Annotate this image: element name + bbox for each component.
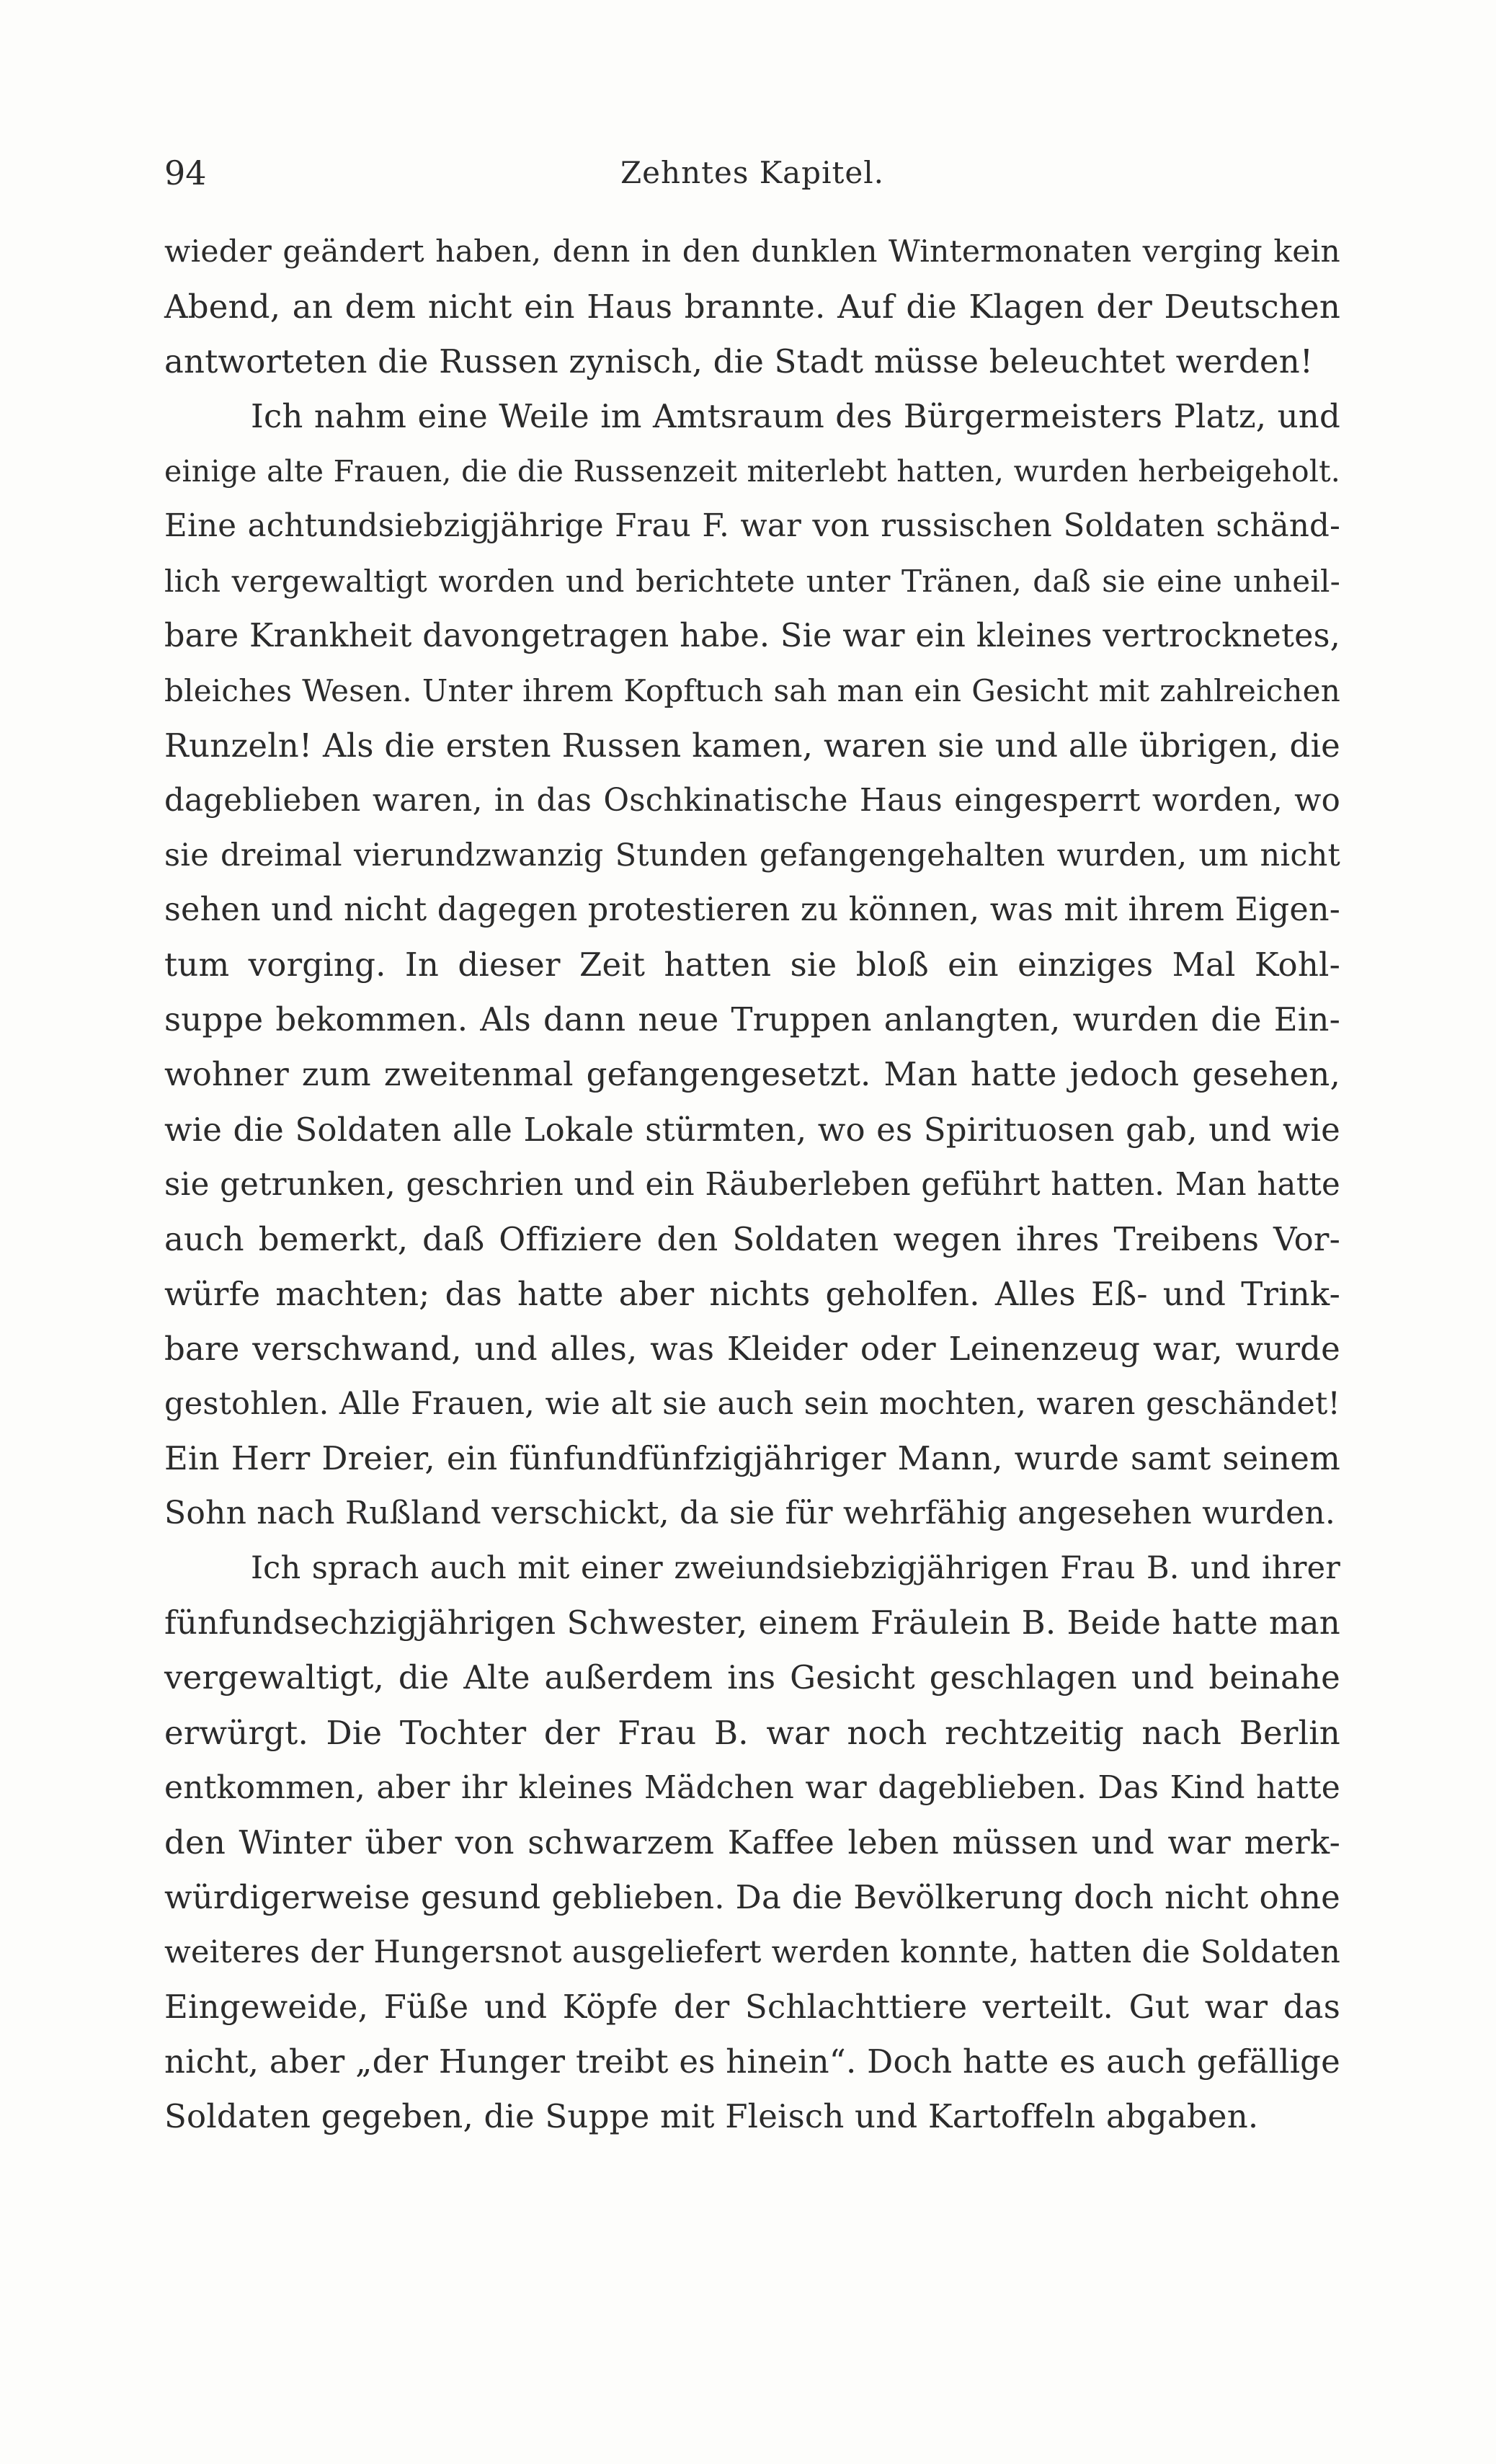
text-line: entkommen, aber ihr kleines Mädchen war dageblieben. Das Kind hatte bbox=[164, 1769, 1340, 1806]
text-line: Sohn nach Rußland verschickt, da sie für wehrfähig angesehen wurden. bbox=[164, 1495, 1336, 1532]
text-line: fünfundsechzigjährigen Schwester, einem Fräulein B. Beide hatte man bbox=[164, 1604, 1340, 1642]
text-line: vergewaltigt, die Alte außerdem ins Gesicht geschlagen und beinahe bbox=[164, 1658, 1340, 1697]
text-line: würfe machten; das hatte aber nichts geholfen. Alles Eß- und Trink- bbox=[164, 1274, 1340, 1313]
text-line: Ein Herr Dreier, ein fünfundfünfzigjähriger Mann, wurde samt seinem bbox=[164, 1439, 1340, 1478]
body-text bbox=[164, 225, 1340, 2144]
text-line: bare Krankheit davongetragen habe. Sie war ein kleines vertrocknetes, bbox=[164, 617, 1340, 654]
text-line: wieder geändert haben, denn in den dunklen Wintermonaten verging kein bbox=[164, 234, 1340, 270]
text-line: den Winter über von schwarzem Kaffee leben müssen und war merk- bbox=[164, 1823, 1340, 1862]
text-line: bleiches Wesen. Unter ihrem Kopftuch sah man ein Gesicht mit zahlreichen bbox=[164, 672, 1340, 708]
text-line: Ich sprach auch mit einer zweiundsiebzigjährigen Frau B. und ihrer bbox=[251, 1550, 1340, 1587]
text-line: gestohlen. Alle Frauen, wie alt sie auch sein mochten, waren geschändet! bbox=[164, 1385, 1340, 1422]
text-line: Runzeln! Als die ersten Russen kamen, waren sie und alle übrigen, die bbox=[164, 726, 1340, 765]
text-line: sie getrunken, geschrien und ein Räuberleben geführt hatten. Man hatte bbox=[164, 1166, 1340, 1203]
text-line: auch bemerkt, daß Offiziere den Soldaten wegen ihres Treibens Vor- bbox=[164, 1219, 1340, 1258]
page-number: 94 bbox=[164, 154, 207, 192]
text-line: Ich nahm eine Weile im Amtsraum des Bürgermeisters Platz, und bbox=[251, 397, 1340, 436]
text-line: sehen und nicht dagegen protestieren zu können, was mit ihrem Eigen- bbox=[164, 891, 1340, 929]
text-line: würdigerweise gesund geblieben. Da die Bevölkerung doch nicht ohne bbox=[164, 1877, 1340, 1916]
text-line: Abend, an dem nicht ein Haus brannte. Auf die Klagen der Deutschen bbox=[164, 288, 1340, 326]
running-head: Zehntes Kapitel. bbox=[620, 155, 885, 190]
text-line: sie dreimal vierundzwanzig Stunden gefangengehalten wurden, um nicht bbox=[164, 837, 1340, 874]
text-line: nicht, aber „der Hunger treibt es hinein“. Doch hatte es auch gefällige bbox=[164, 2042, 1340, 2081]
text-line: suppe bekommen. Als dann neue Truppen anlangten, wurden die Ein- bbox=[164, 1000, 1340, 1039]
text-line: erwürgt. Die Tochter der Frau B. war noch rechtzeitig nach Berlin bbox=[164, 1713, 1340, 1752]
text-line: tum vorging. In dieser Zeit hatten sie bloß ein einziges Mal Kohl- bbox=[164, 946, 1340, 984]
text-line: einige alte Frauen, die die Russenzeit miterlebt hatten, wurden herbeigeholt. bbox=[164, 454, 1340, 489]
text-line: bare verschwand, und alles, was Kleider oder Leinenzeug war, wurde bbox=[164, 1329, 1340, 1368]
page-header bbox=[164, 148, 1340, 198]
text-line: wohner zum zweitenmal gefangengesetzt. Man hatte jedoch gesehen, bbox=[164, 1055, 1340, 1094]
text-line: Eine achtundsiebzigjährige Frau F. war von russischen Soldaten schänd- bbox=[164, 508, 1340, 545]
text-line: wie die Soldaten alle Lokale stürmten, wo es Spirituosen gab, und wie bbox=[164, 1110, 1340, 1149]
text-line: dageblieben waren, in das Oschkinatische Haus eingesperrt worden, wo bbox=[164, 782, 1340, 819]
text-line: weiteres der Hungersnot ausgeliefert werden konnte, hatten die Soldaten bbox=[164, 1934, 1340, 1970]
text-line: antworteten die Russen zynisch, die Stadt müsse beleuchtet werden! bbox=[164, 342, 1314, 381]
text-line: Soldaten gegeben, die Suppe mit Fleisch und Kartoffeln abgaben. bbox=[164, 2097, 1259, 2136]
text-line: lich vergewaltigt worden und berichtete unter Tränen, daß sie eine unheil- bbox=[164, 563, 1340, 599]
text-line: Eingeweide, Füße und Köpfe der Schlachttiere verteilt. Gut war das bbox=[164, 1988, 1340, 2026]
